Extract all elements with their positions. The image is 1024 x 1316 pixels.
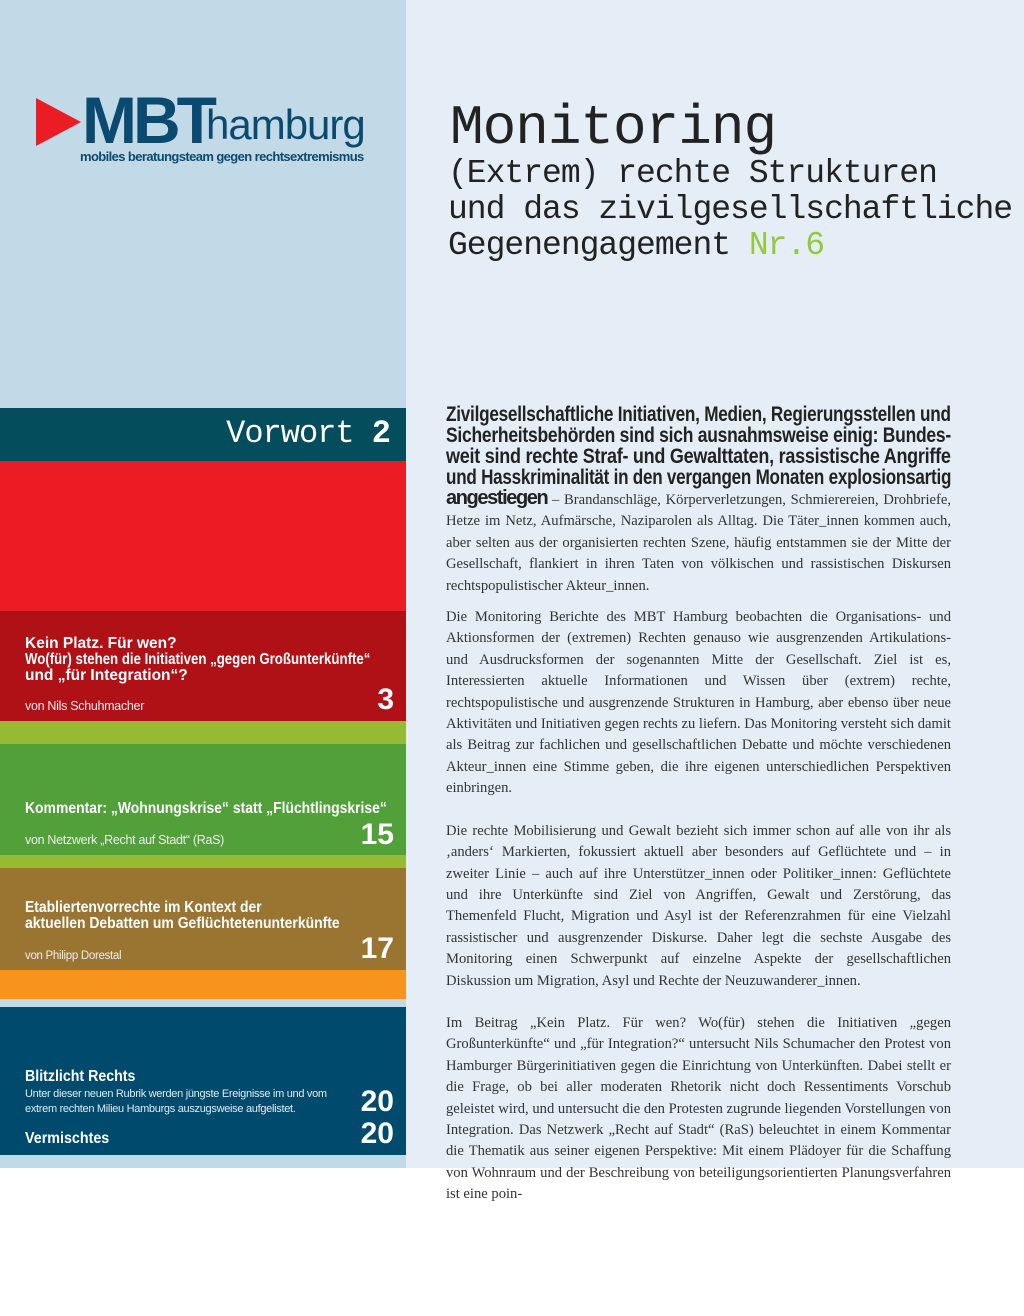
logo-city: hamburg xyxy=(206,101,365,148)
toc-blitzlicht[interactable] xyxy=(25,1069,149,1085)
mbt-hamburg-logo xyxy=(36,83,386,166)
toc-author: von Netzwerk „Recht auf Stadt“ (RaS) xyxy=(25,833,224,847)
lead-bold-end: angestiegen xyxy=(446,487,548,509)
lead-paragraph xyxy=(446,404,951,597)
toc-title: Blitzlicht Rechts xyxy=(25,1068,136,1085)
subtitle-text: Gegenengagement xyxy=(448,227,731,264)
desc-line: extrem rechten Milieu Hamburgs auszugsweise aufgelistet. xyxy=(25,1103,296,1115)
page-title: Monitoring xyxy=(450,96,777,160)
body-paragraph: Die rechte Mobilisierung und Gewalt bezieht sich immer schon auf alle von ihr als ‚anders‘ Markierten, fokussiert aktuell aber besonders auf Geflüchtete und – in zweiter Linie – auch auf ihre Unterstützer_innen oder Politiker_innen: Geflüchtete und ihre Unterkünfte sind Ziel von Angriffen, Gewalt und Zerstörung, das Themenfeld Flucht, Migration und Asyl ist der Referenzrahmen für eine Vielzahl rassistischer und ausgrenzender Diskurse. Daher legt die sechste Ausgabe des Monitoring einen Schwerpunkt auf einzelne Aspekte der gesellschaftlichen Diskussion um Migration, Asyl und Rechte der Neuzuwanderer_innen. xyxy=(446,822,951,989)
toc-author: von Nils Schuhmacher xyxy=(25,699,145,713)
logo-mark: MBT xyxy=(82,83,213,157)
toc-title-line: Etabliertenvorrechte im Kontext der xyxy=(25,899,262,916)
toc-author: von Philipp Dorestal xyxy=(25,950,122,962)
toc-page: 17 xyxy=(360,932,394,965)
toc-page: 3 xyxy=(377,683,394,716)
toc-item[interactable] xyxy=(0,868,406,970)
toc-rubrics xyxy=(0,1007,406,1155)
toc-label: Vorwort xyxy=(226,415,354,452)
color-band xyxy=(0,721,406,744)
toc-page: 20 xyxy=(360,1085,394,1118)
toc-description xyxy=(25,1087,327,1117)
toc-page: 20 xyxy=(360,1117,394,1150)
toc-title-line: Wo(für) stehen die Initiativen „gegen Großunterkünfte“ xyxy=(25,651,371,668)
toc-title-line: aktuellen Debatten um Geflüchtetenunterkünfte xyxy=(25,915,340,932)
subtitle-line xyxy=(448,228,824,264)
subtitle-line: und das zivilgesellschaftliche xyxy=(448,191,1013,228)
toc-title-line: Kommentar: „Wohnungskrise“ statt „Flüchtlingskrise“ xyxy=(25,800,387,817)
toc-title-line: Kein Platz. Für wen? xyxy=(25,635,177,652)
play-triangle-icon xyxy=(36,98,81,146)
lead-line: und Hasskriminalität in den vergangen Monaten explosionsartig xyxy=(446,466,952,489)
toc-item[interactable] xyxy=(0,744,406,855)
body-paragraph: Die Monitoring Berichte des MBT Hamburg beobachten die Organisations- und Aktionsformen der (extremen) Rechten genauso wie ausgrenzenden Artikulations- und Ausdrucksformen der sogenannten Mitte der Gesellschaft. Ziel ist es, Interessierten aktuelle Informationen und Wissen über (extrem) rechte, rechtspopulistische und ausgrenzende Strukturen in Hamburg, aber ebenso über neue Aktivitäten und Initiativen gegen rechts zu liefern. Das Monitoring versteht sich damit als Beitrag zur fachlichen und gesellschaftlichen Debatte und möchte verschiedenen Akteur_innen eine Stimme geben, die ihre eigenen unterschiedlichen Perspektiven einbringen. xyxy=(446,609,951,797)
toc-page: 15 xyxy=(360,818,394,851)
issue-number: Nr.6 xyxy=(748,227,825,264)
toc-title: Vermischtes xyxy=(25,1130,110,1147)
toc-page: 2 xyxy=(371,415,390,452)
lead-line: Sicherheitsbehörden sind sich ausnahmsweise einig: Bundes- xyxy=(446,424,951,447)
lead-text: – Brandanschläge, Körperverletzungen, Schmierereien, Drohbriefe, Hetze im Netz, Aufmärsche, Naziparolen als Alltag. Die Täter_innen kommen auch, aber selten aus der organisierten rechten Szene, häufig entstammen sie der Mitte der Gesellschaft, flankiert in ihren Taten von völkischen und rassistischen Diskursen rechtspopulistischer Akteur_innen. xyxy=(446,492,951,594)
toc-vermischtes[interactable] xyxy=(25,1131,119,1147)
color-band xyxy=(0,461,406,611)
color-band xyxy=(0,855,406,868)
desc-line: Unter dieser neuen Rubrik werden jüngste Ereignisse im und vom xyxy=(25,1088,327,1100)
subtitle-line: (Extrem) rechte Strukturen xyxy=(448,155,937,192)
color-band xyxy=(0,970,406,999)
body-column xyxy=(446,404,951,1206)
toc-vorwort[interactable] xyxy=(0,408,406,461)
toc-item[interactable] xyxy=(0,611,406,721)
lead-line: Zivilgesellschaftliche Initiativen, Medien, Regierungsstellen und xyxy=(446,403,951,426)
logo-tagline: mobiles beratungsteam gegen rechtsextremismus xyxy=(80,149,364,164)
body-paragraph: Im Beitrag „Kein Platz. Für wen? Wo(für) stehen die Initiativen „gegen Großunterkünfte“ und „für Integration?“ untersucht Nils Schumacher den Protest von Hamburger Bürgerinitiativen gegen die Einrichtung von Unterkünften. Dabei stellt er die Frage, ob bei aller moderaten Rhetorik nicht doch Ressentiments Vorschub geleistet wird, und untersucht die den Protesten zugrunde liegenden Vorstellungen von Integration. Das Netzwerk „Recht auf Stadt“ (RaS) beleuchtet in einem Kommentar die Thematik aus seiner eigenen Perspektive: Mit einem Plädoyer für die Schaffung von Wohnraum und der Beschreibung von beteiligungsorientierten Planungsverfahren ist eine poin- xyxy=(446,1014,951,1203)
toc-title-line: und „für Integration“? xyxy=(25,667,188,684)
lead-line: weit sind rechte Straf- und Gewalttaten, rassistische Angriffe xyxy=(446,445,951,468)
